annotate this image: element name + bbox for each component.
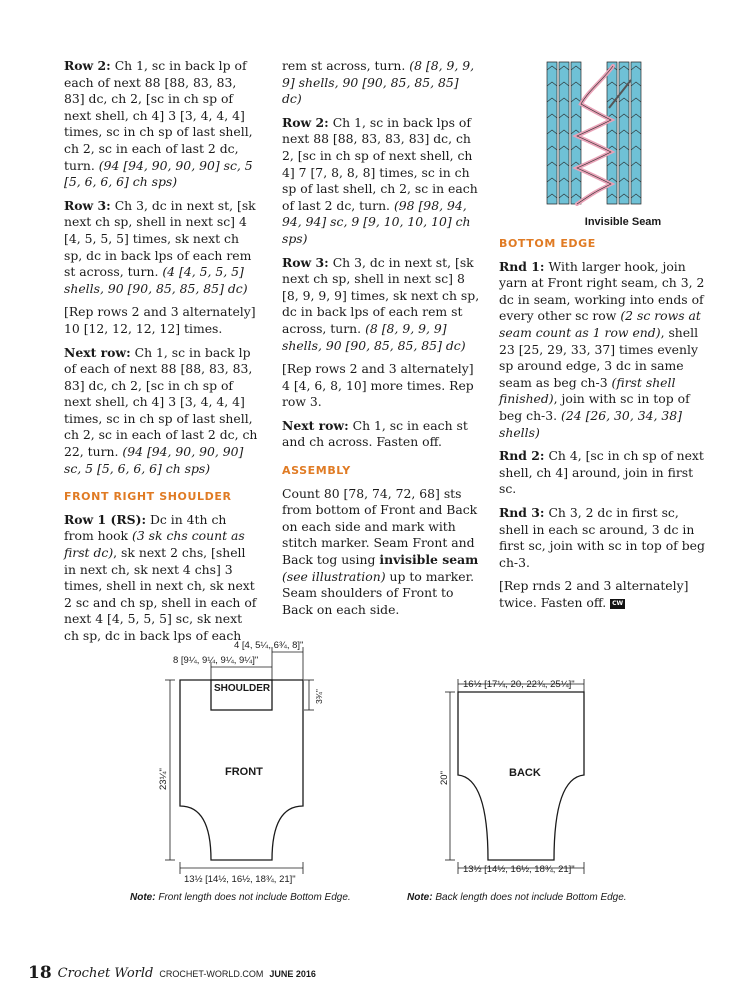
next-row-paragraph: Next row: Ch 1, sc in back lp of each of next 88 [88, 83, 83, 83] dc, ch 2, [sc in ch sp of next shell, ch 4] 3 [3, 4, 4, 4] times, sc in ch sp of last shell, ch 2, sc in each of last 2 dc, ch 22, turn. (94 [94, 90, 90, 90] sc, 5 [5, 6, 6, 6] ch sps) (64, 344, 258, 476)
page-number: 18 (28, 963, 52, 983)
magazine-title: Crochet World (57, 966, 154, 981)
back-label: BACK (509, 767, 541, 779)
front-neck-dim: 8 [9¼, 9¼, 9¼, 9¼]" (173, 655, 259, 666)
front-width-dim: 13½ [14½, 16½, 18¾, 21]" (184, 874, 296, 885)
row-2-paragraph: Row 2: Ch 1, sc in back lp of each of next 88 [88, 83, 83, 83] dc, ch 2, [sc in ch sp of next shell, ch 4] 3 [3, 4, 4, 4] times, sc in ch sp of last shell, ch 2, sc in each of last 2 dc, turn. (94 [94, 90, 90, 90] sc, 5 [5, 6, 6, 6] ch sps) (64, 58, 253, 190)
website: CROCHET-WORLD.COM (159, 969, 264, 979)
back-top-dim: 16½ [17¼, 20, 22¾, 25¼]" (463, 679, 575, 690)
back-width-dim: 13½ [14½, 16½, 18¾, 21]" (463, 864, 575, 875)
column-3 (499, 236, 705, 618)
repeat-paragraph: [Rep rows 2 and 3 alternately] 4 [4, 6, 8, 10] more times. Rep row 3. (282, 361, 474, 410)
assembly-heading: ASSEMBLY (282, 464, 351, 478)
front-right-shoulder-heading: FRONT RIGHT SHOULDER (64, 490, 232, 504)
front-note: Note: Front length does not include Bottom Edge. (130, 892, 351, 903)
bottom-edge-heading: BOTTOM EDGE (499, 237, 596, 250)
assembly-paragraph: Count 80 [78, 74, 72, 68] sts from bottom of Front and Back on each side and mark with stitch marker. Seam Front and Back tog using invisible seam (see illustration) up to marker. Seam shoulders of Front to Back on each side. (282, 485, 479, 617)
shoulder-depth-dim: 3¾" (314, 689, 324, 704)
cw-end-badge: CW (612, 599, 624, 607)
row-1-rs-paragraph: Row 1 (RS): Dc in 4th ch from hook (3 sk chs count as first dc), sk next 2 chs, [shell in next ch, sk next 4 chs] 3 times, shell in next ch, sk next 2 sc and ch sp, shell in each of next 4 [4, 5, 5, 5] sc, sk next ch sp, dc in back lps of each (64, 511, 257, 643)
illustration-caption: Invisible Seam (584, 216, 662, 228)
back-height-dim: 20" (439, 771, 450, 785)
issue-date: JUNE 2016 (269, 969, 316, 979)
front-top-dim: 4 [4, 5¼, 6¾, 8]" (234, 640, 304, 651)
back-note: Note: Back length does not include Bottom Edge. (407, 892, 627, 903)
page-footer (28, 963, 316, 983)
row-3-paragraph: Row 3: Ch 3, dc in next st, [sk next ch sp, shell in next sc] 4 [4, 5, 5, 5] times, sk next ch sp, dc in back lps of each rem st across, turn. (4 [4, 5, 5, 5] shells, 90 [90, 85, 85, 85] dc) (64, 197, 256, 296)
front-label: FRONT (225, 766, 263, 778)
continued-paragraph: rem st across, turn. (8 [8, 9, 9, 9] shells, 90 [90, 85, 85, 85] dc) (282, 58, 475, 107)
front-height-dim: 23¼" (158, 768, 169, 790)
rnd-2-paragraph: Rnd 2: Ch 4, [sc in ch sp of next shell, ch 4] around, join in first sc. (499, 448, 704, 497)
row-2-paragraph: Row 2: Ch 1, sc in back lps of next 88 [88, 83, 83, 83] dc, ch 2, [sc in ch sp of next shell, ch 4] 7 [7, 8, 8, 8] times, sc in ch sp of last shell, ch 2, sc in each of last 2 dc, turn. (98 [98, 94, 94, 94] sc, 9 [9, 10, 10, 10] ch sps) (282, 114, 478, 246)
repeat-paragraph: [Rep rows 2 and 3 alternately] 10 [12, 12, 12, 12] times. (64, 304, 256, 336)
rnd-3-paragraph: Rnd 3: Ch 3, 2 dc in first sc, shell in each sc around, 3 dc in first sc, join with sc in top of beg ch-3. (499, 504, 705, 570)
column-1 (64, 58, 260, 652)
next-row-paragraph: Next row: Ch 1, sc in each st and ch across. Fasten off. (282, 417, 468, 450)
repeat-paragraph: [Rep rnds 2 and 3 alternately] twice. Fasten off. CW (499, 578, 689, 610)
rnd-1-paragraph: Rnd 1: With larger hook, join yarn at Front right seam, ch 3, 2 dc in seam, working into ends of every other sc row (2 sc rows at seam count as 1 row end), shell 23 [25, 29, 33, 37] times evenly sp around edge, 3 dc in same seam as beg ch-3 (first shell finished), join with sc in top of beg ch-3. (24 [26, 30, 34, 38] shells) (499, 258, 705, 440)
shoulder-label: SHOULDER (214, 683, 271, 694)
column-2 (282, 58, 482, 625)
row-3-paragraph: Row 3: Ch 3, dc in next st, [sk next ch sp, shell in next sc] 8 [8, 9, 9, 9] times, sk next ch sp, dc in back lps of each rem st across, turn. (8 [8, 9, 9, 9] shells, 90 [90, 85, 85, 85] dc) (282, 254, 480, 353)
invisible-seam-illustration (545, 60, 645, 206)
schematic-diagram (0, 600, 750, 930)
